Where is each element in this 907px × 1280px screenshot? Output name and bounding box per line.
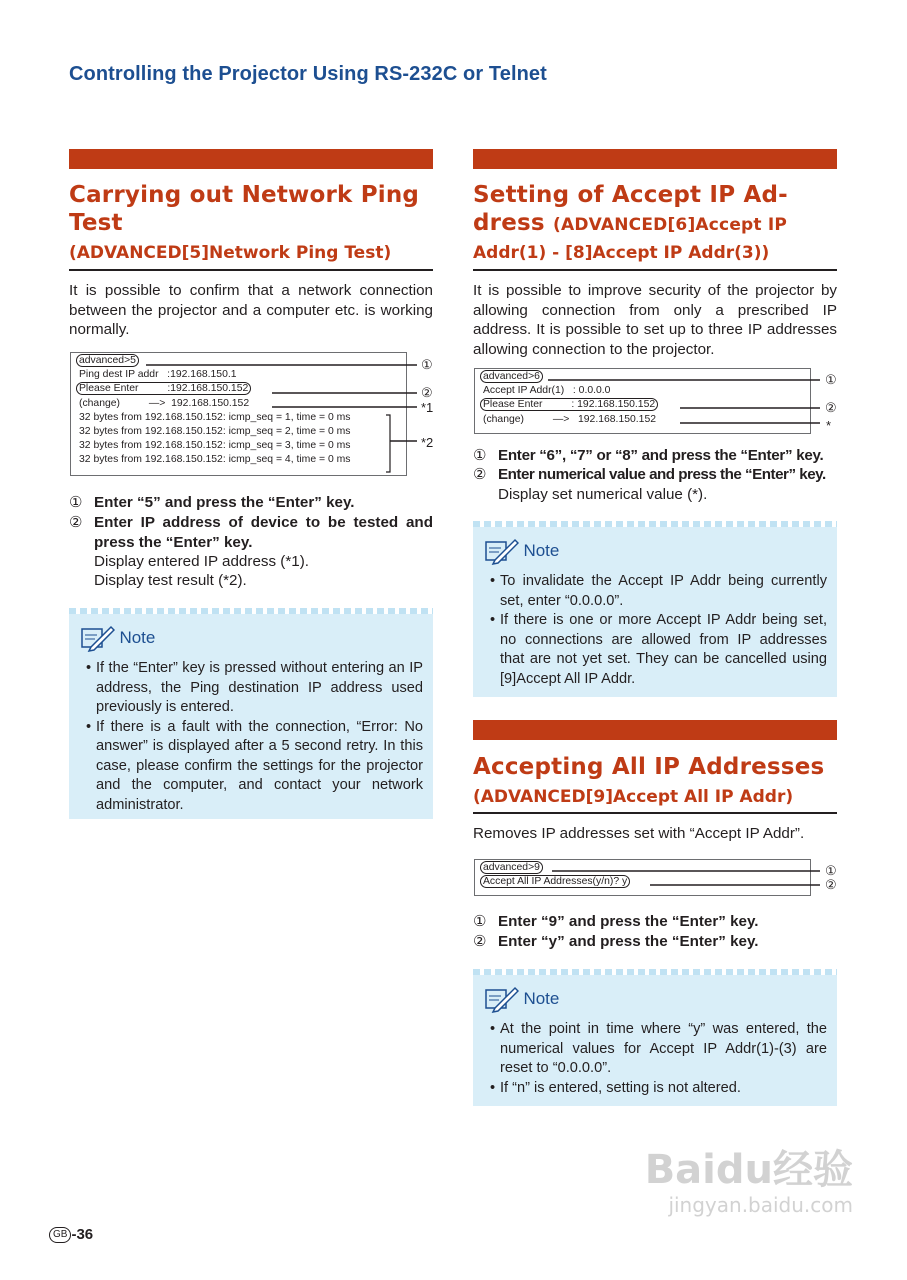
step-item (473, 912, 837, 932)
section-bar (69, 149, 433, 169)
step-number: ② (473, 933, 487, 950)
note-label: Note (523, 541, 560, 561)
callout-marker: ① (421, 357, 433, 372)
section-subtitle: (ADVANCED[6]Accept IP (553, 215, 788, 235)
note-dotted-border (69, 608, 433, 614)
note-item: • To invalidate the Accept IP Addr being currently set, enter “0.0.0.0”. (490, 572, 827, 611)
step-number: ① (473, 447, 487, 464)
page-number-text: -36 (71, 1226, 94, 1243)
note-box (473, 521, 837, 697)
note-box (69, 608, 433, 819)
step-text: Enter “y” and press the “Enter” key. (498, 933, 759, 950)
intro-paragraph: Removes IP addresses set with “Accept IP Addr”. (473, 825, 805, 842)
pencil-note-icon (81, 625, 115, 653)
page-number (49, 1226, 93, 1243)
step-note: Display test result (*2). (94, 572, 247, 589)
step-item (69, 513, 433, 552)
section-bar (473, 720, 837, 740)
intro-paragraph: It is possible to improve security of the projector by allowing connection from only a prescribed IP address. It is possible to set up to three IP addresses allowing connection to the projector. (473, 282, 837, 358)
terminal-line: Accept All IP Addresses(y/n)? y (480, 875, 630, 888)
section-subtitle: (ADVANCED[5]Network Ping Test) (69, 243, 392, 263)
divider (69, 269, 433, 271)
pencil-note-icon (485, 538, 519, 566)
terminal-line: 32 bytes from 192.168.150.152: icmp_seq = 2, time = 0 ms (79, 425, 351, 437)
step-item (473, 446, 843, 466)
step-text: Enter “6”, “7” or “8” and press the “Enter” key. (498, 447, 824, 464)
watermark (645, 1148, 853, 1218)
note-label: Note (523, 989, 560, 1009)
callout-marker: *1 (421, 400, 434, 415)
terminal-line: 32 bytes from 192.168.150.152: icmp_seq = 4, time = 0 ms (79, 454, 351, 466)
step-number: ② (69, 514, 83, 531)
terminal-line: 32 bytes from 192.168.150.152: icmp_seq = 3, time = 0 ms (79, 440, 351, 452)
step-text: Enter “5” and press the “Enter” key. (94, 494, 355, 511)
callout-marker: ② (825, 877, 837, 892)
section-title: Carrying out Network Ping Test (69, 182, 420, 236)
terminal-line: (change) —> 192.168.150.152 (483, 413, 657, 425)
step-note: Display set numerical value (*). (498, 486, 708, 503)
terminal-line: advanced>6 (480, 370, 543, 383)
note-list (86, 659, 423, 815)
step-note: Display entered IP address (*1). (94, 553, 309, 570)
note-box (473, 969, 837, 1106)
section-title (473, 181, 853, 237)
terminal-callout-lines (540, 862, 830, 894)
section-subtitle: (ADVANCED[9]Accept All IP Addr) (473, 787, 794, 807)
step-text: Enter numerical value and press the “Enter” key. (498, 466, 826, 483)
region-badge: GB (49, 1227, 71, 1243)
section-title-line: Setting of Accept IP Ad- (473, 182, 788, 208)
note-list (490, 1020, 827, 1098)
section-title: Accepting All IP Addresses (473, 754, 825, 780)
divider (473, 812, 837, 814)
terminal-line: advanced>5 (76, 354, 139, 367)
watermark-brand: Baidu经验 (644, 1147, 853, 1193)
section-title-line: dress (473, 210, 545, 236)
intro-paragraph: It is possible to confirm that a network connection between the projector and a computer etc. is working normally. (69, 282, 433, 338)
terminal-callout-lines (540, 370, 830, 430)
step-number: ② (473, 466, 487, 483)
note-dotted-border (473, 969, 837, 975)
note-item: • If “n” is entered, setting is not altered. (490, 1079, 827, 1099)
terminal-line: Accept IP Addr(1) : 0.0.0.0 (483, 385, 611, 397)
callout-marker: *2 (421, 435, 434, 450)
terminal-callout-lines (140, 355, 440, 480)
note-item: • At the point in time where “y” was entered, the numerical values for Accept IP Addr(1)-(3) are reset to “0.0.0.0”. (490, 1020, 827, 1079)
note-dotted-border (473, 521, 837, 527)
note-label: Note (119, 628, 156, 648)
callout-marker: * (826, 418, 832, 433)
divider (473, 269, 837, 271)
step-text: Enter “9” and press the “Enter” key. (498, 913, 759, 930)
note-item: • If the “Enter” key is pressed without entering an IP address, the Ping destination IP address used previously is entered. (86, 659, 423, 718)
terminal-line: Please Enter : 192.168.150.152 (480, 398, 658, 411)
note-item: • If there is a fault with the connection, “Error: No answer” is displayed after a 5 second retry. In this case, please confirm the settings for the projector and the computer, and contact your network administrator. (86, 718, 423, 816)
note-item: • If there is one or more Accept IP Addr being set, no connections are allowed from IP addresses that are not yet set. They can be cancelled using [9]Accept All IP Addr. (490, 611, 827, 689)
step-text: Enter IP address of device to be tested and press the “Enter” key. (94, 514, 433, 551)
terminal-line: Please Enter :192.168.150.152 (76, 382, 251, 395)
terminal-line: advanced>9 (480, 861, 543, 874)
pencil-note-icon (485, 986, 519, 1014)
step-number: ① (473, 913, 487, 930)
step-item (69, 493, 433, 513)
terminal-line: 32 bytes from 192.168.150.152: icmp_seq = 1, time = 0 ms (79, 411, 351, 423)
note-list (490, 572, 827, 689)
step-item (473, 932, 837, 952)
terminal-line: (change) —> 192.168.150.152 (79, 397, 250, 409)
step-number: ① (69, 494, 83, 511)
callout-marker: ① (825, 863, 837, 878)
callout-marker: ② (421, 385, 433, 400)
step-item (473, 465, 843, 485)
callout-marker: ① (825, 372, 837, 387)
callout-marker: ② (825, 400, 837, 415)
section-bar (473, 149, 837, 169)
watermark-url: jingyan.baidu.com (668, 1193, 853, 1217)
page-header-title: Controlling the Projector Using RS-232C or Telnet (69, 63, 547, 85)
section-subtitle: Addr(1) - [8]Accept IP Addr(3)) (473, 243, 770, 263)
terminal-line: Ping dest IP addr :192.168.150.1 (79, 369, 237, 381)
